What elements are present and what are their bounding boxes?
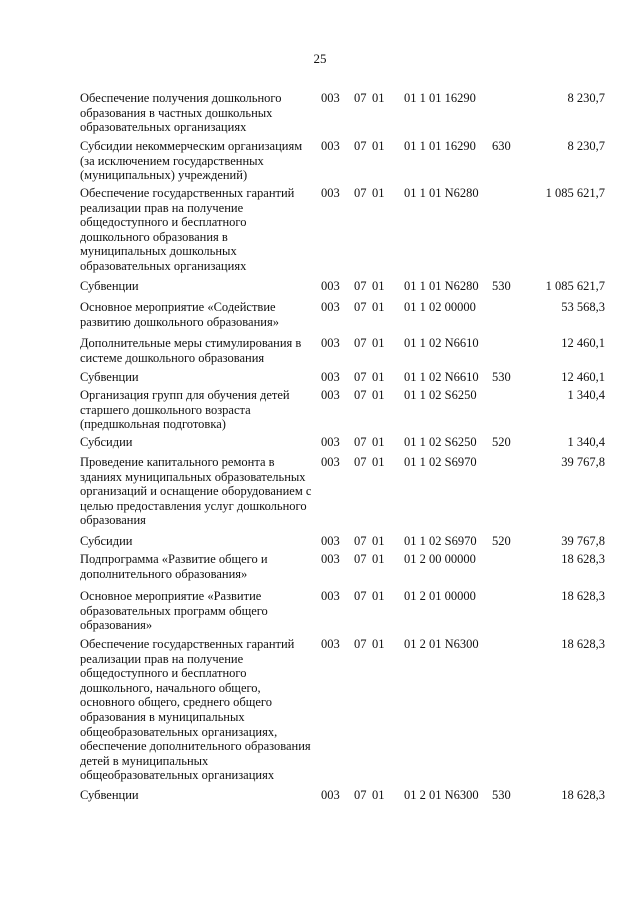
department-code: 003 [321,455,340,469]
target-article-code: 01 1 02 S6970 [404,534,477,548]
target-article-code: 01 2 01 N6300 [404,788,479,802]
target-article-code: 01 2 00 00000 [404,552,476,566]
amount: 18 628,3 [561,552,605,566]
target-article-code: 01 1 01 16290 [404,91,476,105]
amount: 12 460,1 [561,336,605,350]
amount: 8 230,7 [567,91,605,105]
amount: 12 460,1 [561,370,605,384]
row-description: Проведение капитального ремонта в зданиях муниципальных образовательных организаций и оснащение оборудованием с целью предоставления услуг дошкольного образования [80,455,312,528]
department-code: 003 [321,788,340,802]
row-description: Субвенции [80,279,139,293]
target-article-code: 01 1 02 S6250 [404,435,477,449]
subsection-code: 01 [372,279,385,293]
amount: 1 085 621,7 [545,279,605,293]
expense-type-code: 530 [492,279,511,293]
department-code: 003 [321,552,340,566]
section-code: 07 [354,91,367,105]
subsection-code: 01 [372,534,385,548]
row-description: Субсидии некоммерческим организациям (за исключением государственных (муниципальных) учреждений) [80,139,303,183]
row-description: Основное мероприятие «Содействие развитию дошкольного образования» [80,300,279,329]
section-code: 07 [354,279,367,293]
section-code: 07 [354,534,367,548]
section-code: 07 [354,186,367,200]
section-code: 07 [354,788,367,802]
section-code: 07 [354,139,367,153]
target-article-code: 01 1 02 S6250 [404,388,477,402]
target-article-code: 01 1 01 N6280 [404,186,479,200]
section-code: 07 [354,552,367,566]
amount: 1 340,4 [567,435,605,449]
department-code: 003 [321,435,340,449]
target-article-code: 01 1 02 S6970 [404,455,477,469]
target-article-code: 01 2 01 N6300 [404,637,479,651]
subsection-code: 01 [372,91,385,105]
amount: 1 340,4 [567,388,605,402]
department-code: 003 [321,637,340,651]
target-article-code: 01 1 02 00000 [404,300,476,314]
subsection-code: 01 [372,435,385,449]
subsection-code: 01 [372,388,385,402]
section-code: 07 [354,455,367,469]
department-code: 003 [321,186,340,200]
subsection-code: 01 [372,186,385,200]
row-description: Обеспечение государственных гарантий реализации прав на получение общедоступного и бесплатного дошкольного, начального общего, основного общего, среднего общего образования в муниципальных общеобразовательных организациях, обеспечение дополнительного образования детей в муниципальных общеобразовательных организациях [80,637,311,783]
subsection-code: 01 [372,370,385,384]
section-code: 07 [354,300,367,314]
row-description: Субсидии [80,534,133,548]
expense-type-code: 530 [492,370,511,384]
department-code: 003 [321,139,340,153]
section-code: 07 [354,336,367,350]
amount: 53 568,3 [561,300,605,314]
section-code: 07 [354,388,367,402]
subsection-code: 01 [372,139,385,153]
department-code: 003 [321,300,340,314]
section-code: 07 [354,589,367,603]
expense-type-code: 530 [492,788,511,802]
expense-type-code: 630 [492,139,511,153]
department-code: 003 [321,336,340,350]
row-description: Основное мероприятие «Развитие образовательных программ общего образования» [80,589,268,633]
amount: 18 628,3 [561,637,605,651]
department-code: 003 [321,534,340,548]
row-description: Субсидии [80,435,133,449]
row-description: Подпрограмма «Развитие общего и дополнительного образования» [80,552,268,581]
row-description: Субвенции [80,370,139,384]
section-code: 07 [354,370,367,384]
subsection-code: 01 [372,589,385,603]
target-article-code: 01 2 01 00000 [404,589,476,603]
amount: 1 085 621,7 [545,186,605,200]
section-code: 07 [354,435,367,449]
department-code: 003 [321,388,340,402]
department-code: 003 [321,279,340,293]
subsection-code: 01 [372,637,385,651]
target-article-code: 01 1 02 N6610 [404,336,479,350]
subsection-code: 01 [372,336,385,350]
row-description: Обеспечение получения дошкольного образования в частных дошкольных образовательных организациях [80,91,282,135]
section-code: 07 [354,637,367,651]
row-description: Дополнительные меры стимулирования в системе дошкольного образования [80,336,302,365]
subsection-code: 01 [372,788,385,802]
row-description: Обеспечение государственных гарантий реализации прав на получение общедоступного и бесплатного дошкольного образования в муниципальных дошкольных образовательных организациях [80,186,295,273]
amount: 39 767,8 [561,455,605,469]
subsection-code: 01 [372,552,385,566]
row-description: Организация групп для обучения детей старшего дошкольного возраста (предшкольная подготовка) [80,388,290,432]
row-description: Субвенции [80,788,139,802]
target-article-code: 01 1 01 16290 [404,139,476,153]
amount: 18 628,3 [561,788,605,802]
department-code: 003 [321,370,340,384]
amount: 8 230,7 [567,139,605,153]
target-article-code: 01 1 01 N6280 [404,279,479,293]
subsection-code: 01 [372,455,385,469]
amount: 18 628,3 [561,589,605,603]
target-article-code: 01 1 02 N6610 [404,370,479,384]
expense-type-code: 520 [492,435,511,449]
expense-type-code: 520 [492,534,511,548]
page-number: 25 [313,51,327,66]
department-code: 003 [321,589,340,603]
subsection-code: 01 [372,300,385,314]
amount: 39 767,8 [561,534,605,548]
department-code: 003 [321,91,340,105]
